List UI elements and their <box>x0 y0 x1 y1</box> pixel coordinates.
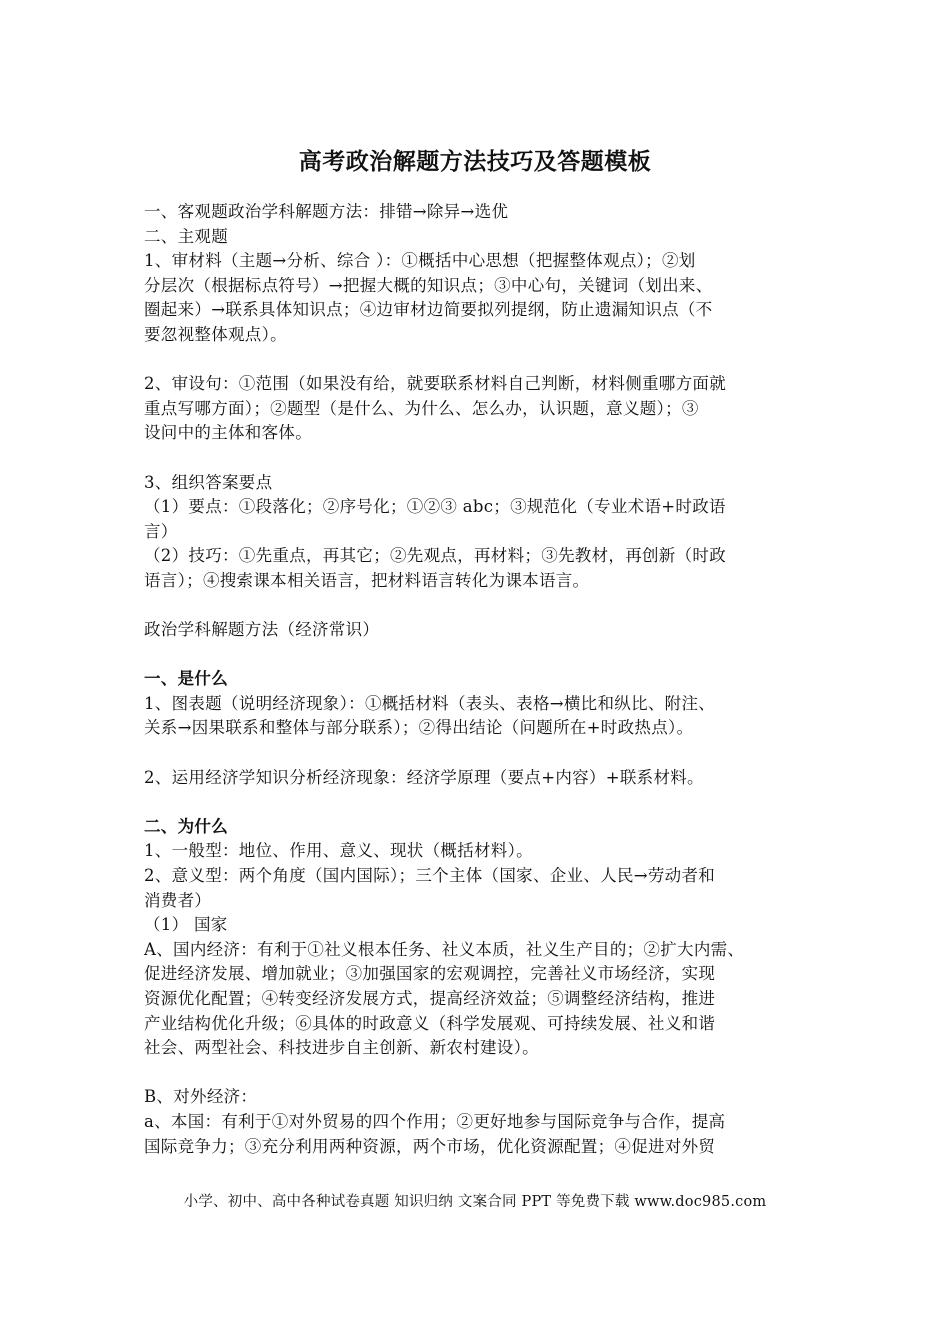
text-line: （2）技巧：①先重点，再其它；②先观点，再材料；③先教材，再创新（时政 <box>144 546 726 566</box>
page-footer: 小学、初中、高中各种试卷真题 知识归纳 文案合同 PPT 等免费下载 www.doc985.com <box>183 1194 767 1210</box>
text-line: 二、主观题 <box>144 226 228 246</box>
section-heading: 一、是什么 <box>144 669 228 689</box>
text-line: 要忽视整体观点）。 <box>144 324 287 344</box>
text-line: A、国内经济：有利于①社义根本任务、社义本质，社义生产目的；②扩大内需、 <box>144 939 745 959</box>
blank-line <box>144 1061 816 1086</box>
blank-line <box>144 643 816 668</box>
blank-line <box>144 348 816 373</box>
text-line: 3、组织答案要点 <box>144 472 273 492</box>
text-line: 产业结构优化升级；⑥具体的时政意义（科学发展观、可持续发展、社义和谐 <box>144 1013 716 1033</box>
text-line: 1、一般型：地位、作用、意义、现状（概括材料）。 <box>144 841 533 861</box>
text-line: （1） 国家 <box>144 915 228 935</box>
blank-line <box>144 446 816 471</box>
text-line: 关系→因果联系和整体与部分联系）；②得出结论（问题所在+时政热点）。 <box>144 718 694 738</box>
blank-line <box>144 790 816 815</box>
text-line: 促进经济发展、增加就业；③加强国家的宏观调控，完善社义市场经济，实现 <box>144 964 716 984</box>
text-line: 圈起来）→联系具体知识点；④边审材边简要拟列提纲，防止遗漏知识点（不 <box>144 300 713 320</box>
text-line: 2、运用经济学知识分析经济现象：经济学原理（要点+内容）+联系材料。 <box>144 767 704 787</box>
text-line: 2、意义型：两个角度（国内国际）；三个主体（国家、企业、人民→劳动者和 <box>144 866 716 886</box>
text-line: 重点写哪方面）；②题型（是什么、为什么、怎么办，认识题，意义题）；③ <box>144 398 699 418</box>
text-line: 社会、两型社会、科技进步自主创新、新农村建设）。 <box>144 1038 539 1058</box>
text-line: 1、图表题（说明经济现象）：①概括材料（表头、表格→横比和纵比、附注、 <box>144 693 716 713</box>
document-title: 高考政治解题方法技巧及答题模板 <box>298 148 652 175</box>
text-line: 一、客观题政治学科解题方法：排错→除异→选优 <box>144 202 509 221</box>
text-line: B、对外经济： <box>144 1087 258 1107</box>
text-line: 资源优化配置；④转变经济发展方式，提高经济效益；⑤调整经济结构，推进 <box>144 989 716 1008</box>
text-line: 消费者） <box>144 890 212 910</box>
document-body <box>144 200 816 1159</box>
blank-line <box>144 594 816 619</box>
text-line: a、本国：有利于①对外贸易的四个作用；②更好地参与国际竞争与合作，提高 <box>144 1111 726 1131</box>
text-line: （1）要点：①段落化；②序号化；①②③ abc；③规范化（专业术语+时政语 <box>144 497 726 517</box>
text-line: 设问中的主体和客体。 <box>144 423 312 443</box>
text-line: 政治学科解题方法（经济常识） <box>144 620 380 640</box>
text-line: 1、审材料（主题→分析、综合 ）：①概括中心思想（把握整体观点）；②划 <box>144 251 696 271</box>
text-line: 2、审设句：①范围（如果没有给，就要联系材料自己判断，材料侧重哪方面就 <box>144 374 726 394</box>
text-line: 语言）；④搜索课本相关语言，把材料语言转化为课本语言。 <box>144 570 590 590</box>
section-heading: 二、为什么 <box>144 816 228 836</box>
text-line: 国际竞争力；③充分利用两种资源，两个市场，优化资源配置；④促进对外贸 <box>144 1136 716 1156</box>
blank-line <box>144 741 816 766</box>
text-line: 分层次（根据标点符号）→把握大概的知识点；③中心句，关键词（划出来、 <box>144 275 713 295</box>
text-line: 言） <box>144 521 178 541</box>
